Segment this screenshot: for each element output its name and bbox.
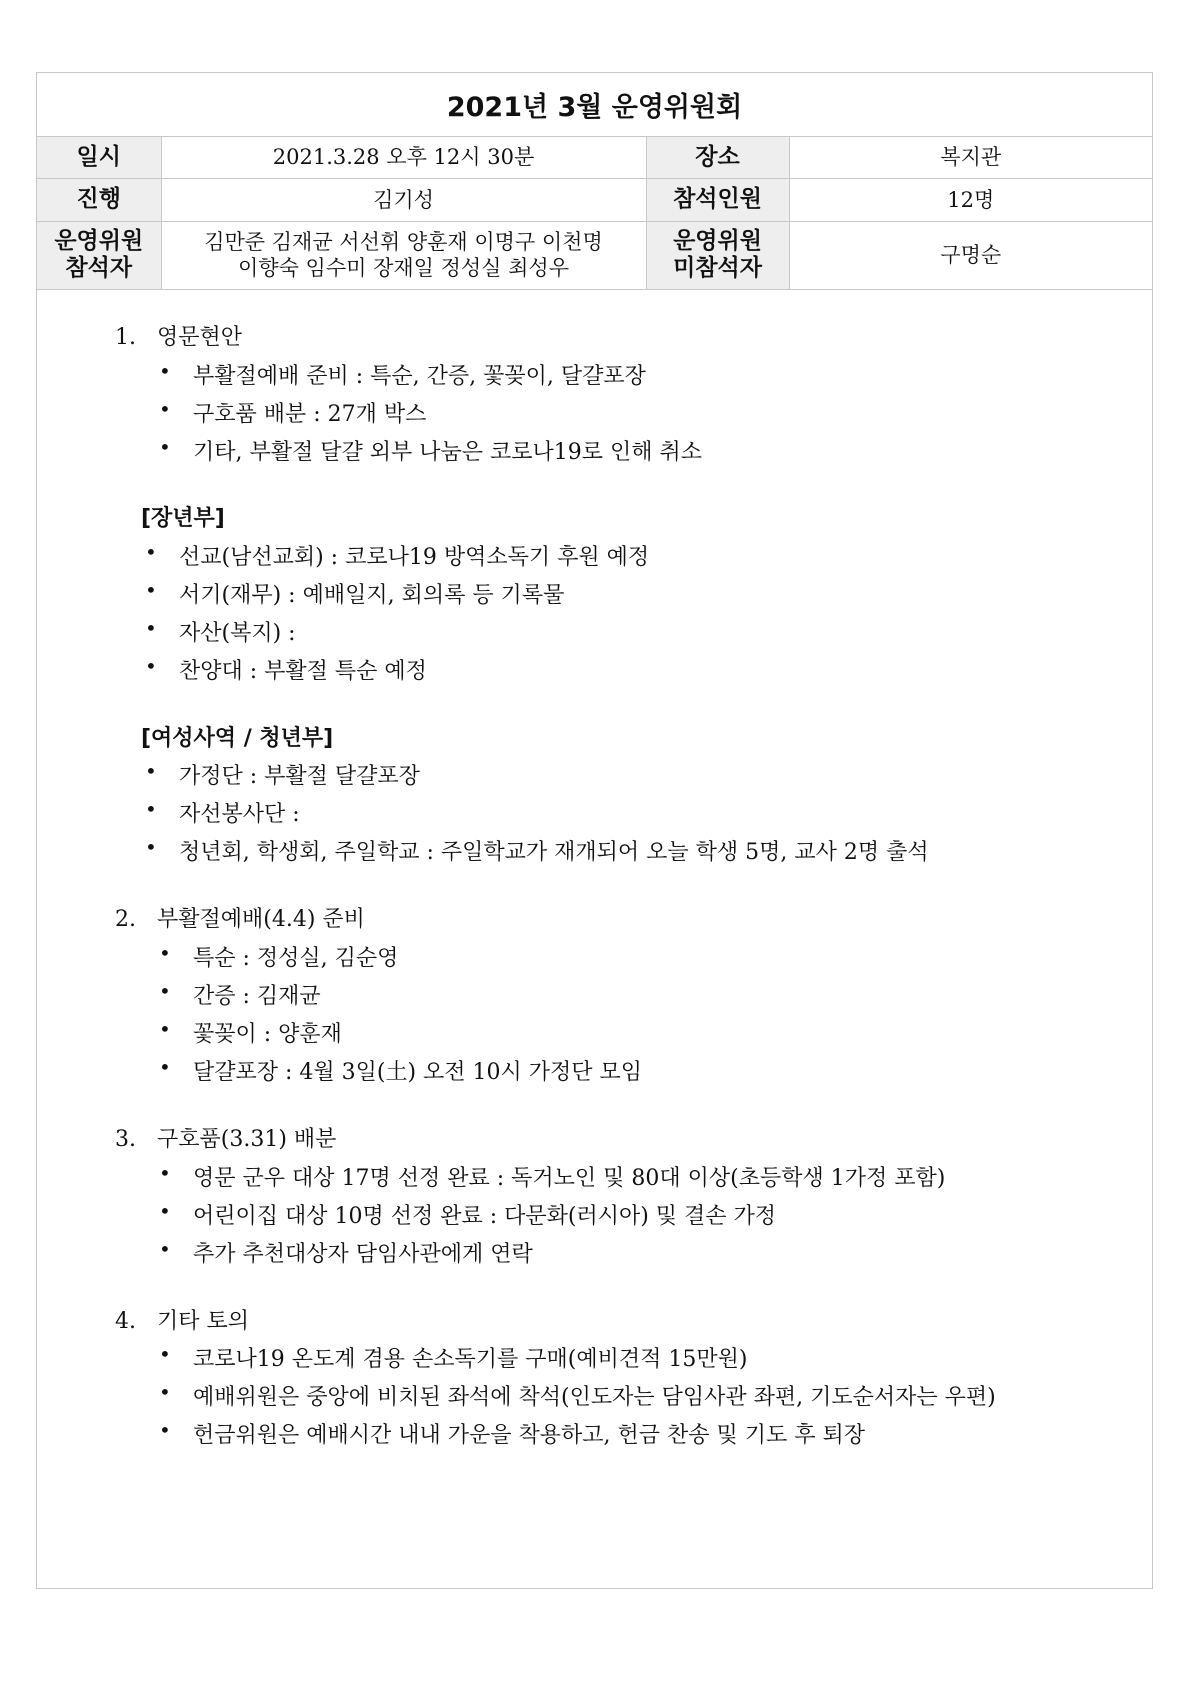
bullet-icon: • xyxy=(159,1054,171,1079)
absent-members-value: 구명순 xyxy=(789,221,1152,289)
list-item: • 청년회, 학생회, 주일학교 : 주일학교가 재개되어 오늘 학생 5명, 교사 2명 출석 xyxy=(145,834,929,865)
bullet-icon: • xyxy=(145,796,157,821)
section-1-title: 1. 영문현안 xyxy=(115,324,243,350)
section-3-title: 3. 구호품(3.31) 배분 xyxy=(115,1126,337,1152)
present-members-line1: 김만준 김재균 서선휘 양훈재 이명구 이천명 xyxy=(204,230,603,254)
bullet-icon: • xyxy=(159,1016,171,1041)
host-label: 진행 xyxy=(37,178,161,221)
date-label: 일시 xyxy=(37,137,161,178)
present-members-value xyxy=(161,221,646,289)
meeting-info-table xyxy=(37,137,1152,290)
bullet-icon: • xyxy=(145,834,157,859)
bullet-icon: • xyxy=(145,653,157,678)
bullet-icon: • xyxy=(159,978,171,1003)
list-item: • 달걀포장 : 4월 3일(土) 오전 10시 가정단 모임 xyxy=(159,1054,643,1085)
bullet-icon: • xyxy=(159,1341,171,1366)
list-item: • 간증 : 김재균 xyxy=(159,978,321,1009)
list-item: • 구호품 배분 : 27개 박스 xyxy=(159,396,427,427)
list-item: • 예배위원은 중앙에 비치된 좌석에 착석(인도자는 담임사관 좌편, 기도순서자는 우편) xyxy=(159,1379,996,1410)
bullet-icon: • xyxy=(145,577,157,602)
subsection-heading-adults: [장년부] xyxy=(141,505,225,531)
absent-label-line2: 미참석자 xyxy=(673,255,762,281)
list-item: • 부활절예배 준비 : 특순, 간증, 꽃꽂이, 달걀포장 xyxy=(159,358,646,389)
bullet-icon: • xyxy=(159,1198,171,1223)
list-item: • 어린이집 대상 10명 선정 완료 : 다문화(러시아) 및 결손 가정 xyxy=(159,1198,777,1229)
bullet-icon: • xyxy=(159,1236,171,1261)
attendees-label: 참석인원 xyxy=(646,178,789,221)
bullet-icon: • xyxy=(159,1417,171,1442)
absent-members-label xyxy=(646,221,789,289)
subsection-heading-women-youth: [여성사역 / 청년부] xyxy=(141,725,334,751)
bullet-icon: • xyxy=(159,358,171,383)
bullet-icon: • xyxy=(145,758,157,783)
list-item: • 서기(재무) : 예배일지, 회의록 등 기록물 xyxy=(145,577,565,608)
bullet-icon: • xyxy=(145,615,157,640)
list-item: • 헌금위원은 예배시간 내내 가운을 착용하고, 헌금 찬송 및 기도 후 퇴장 xyxy=(159,1417,865,1448)
list-item: • 코로나19 온도계 겸용 손소독기를 구매(예비견적 15만원) xyxy=(159,1341,748,1372)
date-value: 2021.3.28 오후 12시 30분 xyxy=(161,137,646,178)
bullet-icon: • xyxy=(159,434,171,459)
place-label: 장소 xyxy=(646,137,789,178)
present-members-label xyxy=(37,221,161,289)
bullet-icon: • xyxy=(159,1160,171,1185)
bullet-icon: • xyxy=(159,940,171,965)
list-item: • 자선봉사단 : xyxy=(145,796,300,827)
section-2-title: 2. 부활절예배(4.4) 준비 xyxy=(115,906,365,932)
bullet-icon: • xyxy=(159,396,171,421)
present-members-line2: 이향숙 임수미 장재일 정성실 최성우 xyxy=(238,256,569,280)
list-item: • 꽃꽂이 : 양훈재 xyxy=(159,1016,342,1047)
list-item: • 기타, 부활절 달걀 외부 나눔은 코로나19로 인해 취소 xyxy=(159,434,702,465)
bullet-icon: • xyxy=(159,1379,171,1404)
attendees-value: 12명 xyxy=(789,178,1152,221)
place-value: 복지관 xyxy=(789,137,1152,178)
list-item: • 영문 군우 대상 17명 선정 완료 : 독거노인 및 80대 이상(초등학생 1가정 포함) xyxy=(159,1160,946,1191)
document-title: 2021년 3월 운영위원회 xyxy=(37,73,1152,137)
list-item: • 자산(복지) : xyxy=(145,615,296,646)
present-label-line1: 운영위원 xyxy=(54,228,144,254)
list-item: • 선교(남선교회) : 코로나19 방역소독기 후원 예정 xyxy=(145,539,650,570)
absent-label-line1: 운영위원 xyxy=(673,228,762,254)
bullet-icon: • xyxy=(145,539,157,564)
section-4-title: 4. 기타 토의 xyxy=(115,1308,250,1334)
list-item: • 찬양대 : 부활절 특순 예정 xyxy=(145,653,427,684)
list-item: • 추가 추천대상자 담임사관에게 연락 xyxy=(159,1236,533,1267)
present-label-line2: 참석자 xyxy=(65,255,133,281)
list-item: • 가정단 : 부활절 달걀포장 xyxy=(145,758,420,789)
list-item: • 특순 : 정성실, 김순영 xyxy=(159,940,399,971)
host-value: 김기성 xyxy=(161,178,646,221)
minutes-document xyxy=(36,72,1153,1589)
